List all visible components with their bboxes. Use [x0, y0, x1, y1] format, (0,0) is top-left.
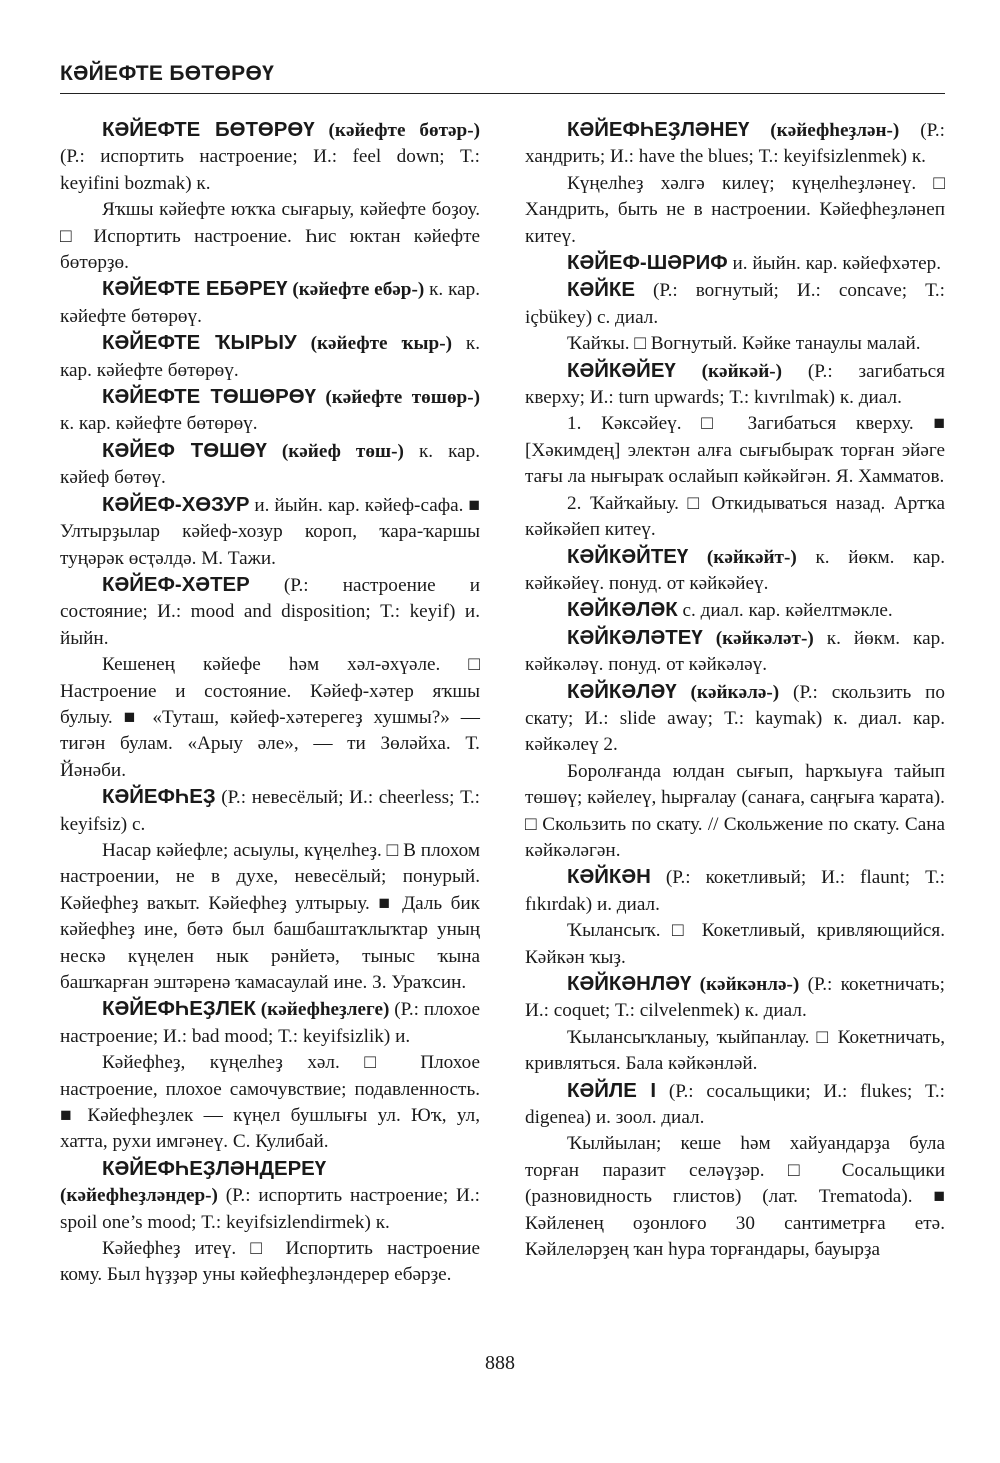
entry-text: З. Ураҡсин. — [367, 972, 467, 993]
headword: КӘЙЕФТЕ ТӨШӨРӨҮ — [102, 386, 316, 409]
entry-text: Ҡылансыҡ. □ Кокетливый, кривляющийся. — [567, 920, 945, 942]
italic-text: к. диал. кар. — [833, 707, 945, 729]
italic-text: с. — [131, 813, 146, 835]
italic-text: к. йөкм. кар. — [826, 627, 945, 649]
entry-text: ■ — [463, 494, 481, 516]
dictionary-entry-paragraph — [525, 277, 945, 331]
italic-text: к. — [196, 172, 211, 194]
entry-text — [703, 628, 716, 649]
dictionary-entry-paragraph — [525, 331, 945, 357]
italic-text: к. кар. — [60, 413, 111, 435]
headword: КӘЙЕФҺЕҘЛЕК — [102, 998, 256, 1021]
dictionary-entry-paragraph — [525, 597, 945, 624]
italic-text: к. диал. — [744, 1000, 807, 1022]
italic-text: к. диал. — [839, 387, 902, 409]
entry-text: (Р.: плохое настроение; И.: bad mood; Т.: keyifsizlik) — [60, 999, 480, 1047]
entry-text: Насар кәйефле; асыулы, күңелһеҙ. □ В плохом настроении, не в духе, невесёлый; понурый. — [60, 839, 480, 888]
italic-text: Кәйеф-хәтер яҡшы булыу. — [60, 680, 480, 728]
entry-text: ). ■ — [901, 1186, 945, 1208]
dictionary-entry-paragraph — [525, 358, 945, 412]
dictionary-entry-paragraph — [525, 918, 945, 971]
headword: КӘЙЕФҺЕҘЛӘНДЕРЕҮ — [102, 1157, 327, 1180]
entry-text — [404, 441, 419, 462]
italic-text: Бала кәйкәнләй. — [625, 1053, 758, 1075]
entry-text — [676, 361, 702, 382]
running-head: КӘЙЕФТЕ БӨТӨРӨҮ — [60, 62, 275, 85]
headword: КӘЙЕФҺЕҘЛӘНЕҮ — [567, 119, 750, 141]
entry-text: Боролғанда юлдан сығып, һарҡыуға тайып төшөү; кәйелеү, һырғалау — [525, 760, 945, 809]
bold-text: кәйкәйеү. — [689, 572, 769, 594]
bold-text: кәйефхәтер. — [842, 253, 942, 275]
italic-text: Кәйке танаулы малай. — [742, 333, 921, 355]
dictionary-entry-paragraph — [60, 438, 480, 492]
dictionary-entry-paragraph — [525, 759, 945, 865]
headword: КӘЙКЕ — [567, 279, 635, 302]
entry-text: (Р.: испортить настроение; И.: spoil one’s mood; Т.: keyifsizlendirmek) — [60, 1185, 480, 1233]
grammar-form: (кәйефте ҡыр-) — [310, 333, 452, 355]
bold-text: 1. — [567, 413, 582, 435]
dictionary-entry-paragraph — [525, 625, 945, 679]
entry-text: С. Кулибай. — [228, 1131, 329, 1153]
entry-text: (Р.: кокетливый; И.: flaunt; Т.: fıkırdak) — [525, 867, 945, 915]
italic-text: (разновидность глистов) — [525, 1186, 742, 1208]
bold-text: кәйеф-сафа. — [364, 494, 464, 516]
headword: КӘЙКӘНЛӘҮ — [567, 973, 692, 995]
italic-text: к. — [911, 146, 926, 168]
italic-text: с. диал. — [596, 306, 659, 328]
headword: КӘЙЕФТЕ ЕБӘРЕҮ — [102, 278, 288, 301]
entry-text: (Р.: вогнутый; И.: concave; Т.: içbükey) — [525, 280, 945, 328]
entry-text: Я. Хамматов. — [830, 466, 945, 488]
italic-text: [Хәкимдең] электән алға сығыбыраҡ торған эйәге тағы ла нығыраҡ ослайып кәйкәйгән. — [525, 439, 945, 488]
entry-text: М. Тажи. — [196, 547, 276, 569]
entry-text — [814, 628, 827, 649]
entry-text: (Р.: испортить настроение; И.: feel down; Т.: keyifini bozmak) — [60, 146, 480, 194]
bold-text: кәйкәләү. — [525, 654, 604, 676]
italic-text: к. кар. — [418, 440, 481, 462]
dictionary-entry-paragraph — [525, 491, 945, 544]
dictionary-entry-paragraph — [60, 1050, 480, 1156]
italic-text: и. йыйн. — [60, 601, 480, 649]
bold-text: кәйеф бөтөү. — [60, 467, 166, 489]
entry-text: (Р.: невесёлый; И.: cheerless; Т.: keyifsiz) — [60, 787, 480, 835]
italic-text: Кәйленең оҙонлоғо 30 сантиметрға етә. Кәйлеләрҙең ҡан һура торғандары, бауырҙа — [525, 1212, 945, 1261]
headword: КӘЙКӘЛӘТЕҮ — [567, 626, 703, 649]
dictionary-entry-paragraph — [525, 1025, 945, 1078]
dictionary-entry-paragraph — [60, 117, 480, 197]
dictionary-entry-paragraph — [60, 1156, 480, 1236]
dictionary-entry-paragraph — [60, 652, 480, 784]
italic-text: и. диал. — [596, 893, 660, 915]
entry-text: Кәйефһеҙ, күңелһеҙ хәл. □ Плохое настроение, плохое самочувствие; подавленность. ■ — [60, 1052, 480, 1127]
italic-text: Ултырҙылар кәйеф-хозур короп, ҡара-ҡаршы туңәрәк өсҭәлдә. — [60, 521, 480, 569]
italic-text: и. йыйн. кар. — [732, 253, 838, 275]
headword: КӘЙЕФТЕ БӨТӨРӨҮ — [102, 119, 315, 141]
italic-text: понуд. от — [608, 572, 685, 594]
dictionary-entry-paragraph — [525, 1131, 945, 1263]
entry-text: (Р.: настроение и состояние; И.: mood and disposition; Т.: keyif) — [60, 574, 480, 623]
dictionary-entry-paragraph — [60, 996, 480, 1050]
entry-text: (Р.: скользить по скату; И.: slide away; Т.: kaymak) — [525, 681, 945, 729]
italic-text: к. кар. — [60, 333, 480, 381]
dictionary-entry-paragraph — [60, 197, 480, 276]
entry-text: (Р.: кокетничать; И.: coquet; Т.: cilvelenmek) — [525, 974, 945, 1022]
headword: КӘЙКӘЛӘҮ — [567, 680, 677, 703]
italic-text: Кәйкән ҡыҙ. — [525, 946, 626, 968]
bold-text: 2. — [567, 492, 582, 514]
entry-text — [749, 120, 770, 141]
italic-text: с. диал. кар. — [682, 600, 781, 622]
page-number: 888 — [485, 1352, 515, 1374]
dictionary-entry-paragraph — [525, 250, 945, 277]
entry-text: Ҡайҡы. □ Вогнутый. — [567, 333, 742, 355]
entry-text: (Р.: загибаться кверху; И.: turn upwards; Т.: kıvrılmak) — [525, 360, 945, 409]
dictionary-entry-paragraph — [60, 838, 480, 996]
entry-text: Күңелһеҙ хәлгә килеү; күңелһеҙләнеү. □ Хандрить, быть не в настроении. — [525, 172, 945, 221]
entry-text: (Р.: хандрить; И.: have the blues; Т.: keyifsizlenmek) — [525, 120, 945, 168]
entry-text: Кәксәйеү. □ Загибаться кверху. ■ — [581, 413, 945, 435]
italic-text: Сана кәйкәләгән. — [525, 813, 945, 861]
italic-text: (санаға, саңғыға ҡарата). — [741, 787, 945, 809]
italic-text: и. йыйн. кар. — [254, 494, 360, 516]
left-column — [60, 117, 480, 1289]
headword: КӘЙКӘЙЕҮ — [567, 359, 676, 382]
italic-text: Trematoda — [818, 1186, 902, 1208]
entry-text: ■ — [369, 892, 403, 914]
grammar-form: (кәйкәнлә-) — [699, 974, 800, 995]
italic-text: к. йөкм. кар. — [815, 546, 946, 568]
grammar-form: (кәйкәлә-) — [690, 681, 780, 703]
dictionary-entry-paragraph — [60, 572, 480, 652]
dictionary-entry-paragraph — [60, 384, 480, 438]
italic-text: «Туташ, кәйеф-хәтерегеҙ хушмы?» — тигән булам. «Арыу әле», — ти Зөләйха. — [60, 706, 480, 755]
italic-text: к. — [375, 1211, 390, 1233]
entry-text — [797, 547, 816, 568]
grammar-form: (кәйефһеҙлән-) — [770, 120, 900, 141]
entry-text: (лат. — [741, 1186, 819, 1208]
italic-text: кому. Был һүҙҙәр уны кәйефһеҙләндерер ебәрҙе. — [60, 1264, 452, 1286]
bold-text: кәйкәлеү 2. — [525, 734, 618, 756]
grammar-form: (кәйкәй-) — [701, 360, 783, 382]
dictionary-entry-paragraph — [525, 117, 945, 171]
headword: КӘЙЕФҺЕҘ — [102, 786, 216, 809]
entry-text: Кәйефһеҙ итеү. □ Испортить настроение — [102, 1238, 480, 1260]
dictionary-entry-paragraph — [60, 276, 480, 330]
grammar-form: (кәйефһеҙлеге) — [260, 999, 390, 1021]
bold-text: кәйкәләү. — [688, 654, 768, 676]
italic-text: Кәйефһеҙ ваҡыт. Кәйефһеҙ ултырыу. — [60, 892, 370, 914]
entry-text — [316, 387, 325, 408]
grammar-form: (кәйефһеҙләндер-) — [60, 1185, 218, 1207]
dictionary-entry-paragraph — [525, 864, 945, 918]
entry-text — [452, 333, 466, 354]
dictionary-entry-paragraph — [525, 171, 945, 250]
headword: КӘЙЛЕ I — [567, 1079, 657, 1102]
entry-text: Ҡылансыҡланыу, ҡыйпанлау. □ Кокетничать, кривляться. — [525, 1026, 945, 1075]
entry-text — [677, 682, 691, 703]
italic-text: Артҡа кәйкәйеп китеү. — [525, 492, 945, 541]
dictionary-entry-paragraph — [525, 971, 945, 1025]
entry-text — [688, 547, 707, 568]
entry-text: Т. Йәнәби. — [60, 733, 480, 781]
headword: КӘЙЕФ-ХӨЗУР — [102, 493, 250, 516]
entry-text — [267, 441, 282, 462]
grammar-form: (кәйефте ебәр-) — [292, 279, 425, 301]
right-column — [525, 117, 945, 1263]
bold-text: кәйефте бөтөрөү. — [115, 413, 258, 435]
dictionary-entry-paragraph — [525, 679, 945, 759]
headword: КӘЙЕФ ТӨШӨҮ — [102, 439, 267, 462]
bold-text: кәйефте бөтөрөү. — [60, 305, 202, 327]
grammar-form: (кәйефте төшөр-) — [325, 387, 480, 409]
italic-text: Һис юктан кәйефте бөтөрҙө. — [60, 225, 480, 274]
italic-text: Кәйефһеҙлек — күңел бушлығы ул. Юҡ, ул, хатта, рухи имгәнеү. — [60, 1105, 480, 1153]
italic-text: к. кар. — [429, 279, 481, 301]
entry-text: (Р.: сосальщики; И.: flukes; Т.: digenea) — [525, 1080, 945, 1129]
dictionary-entry-paragraph — [525, 411, 945, 490]
entry-text: ■ — [112, 706, 153, 728]
headword: КӘЙКӘЙТЕҮ — [567, 545, 689, 568]
dictionary-entry-paragraph — [525, 544, 945, 598]
headword: КӘЙКӘЛӘК — [567, 599, 678, 622]
dictionary-entry-paragraph — [60, 492, 480, 572]
headword: КӘЙЕФ-ШӘРИФ — [567, 252, 728, 275]
entry-text: Ҡайҡайыу. □ Откидываться назад. — [581, 492, 894, 514]
entry-text: Ҡылйылан; кеше һәм хайуандарҙа була торған паразит селәүҙәр. □ Сосальщики — [525, 1133, 945, 1181]
entry-text — [315, 120, 329, 141]
bold-text: кәйкәйеү. — [525, 572, 605, 594]
grammar-form: (кәйеф төш-) — [281, 440, 404, 462]
entry-text — [297, 333, 311, 354]
entry-text: □ Скользить по скату. // Скольжение по скату. — [525, 813, 905, 835]
grammar-form: (кәйкәйт-) — [706, 546, 797, 568]
italic-text: Даль бик кәйефһеҙ ине, бөтә был башбаштаҡлыҡтар уның нескә күңелен нык рәнйетә, тыныс ҡына башҡарған эштәренә ҡамасаулай ине. — [60, 892, 481, 993]
grammar-form: (кәйефте бөтәр-) — [328, 120, 480, 141]
bold-text: кәйелтмәкле. — [785, 600, 893, 622]
dictionary-entry-paragraph — [60, 1236, 480, 1289]
italic-text: и. зоол. диал. — [595, 1107, 705, 1129]
italic-text: понуд. от — [608, 654, 684, 676]
dictionary-entry-paragraph — [60, 784, 480, 838]
italic-text: и. — [395, 1025, 411, 1047]
entry-text — [691, 974, 699, 995]
headword: КӘЙКӘН — [567, 866, 651, 889]
header-rule — [60, 93, 945, 94]
dictionary-entry-paragraph — [525, 1078, 945, 1132]
italic-text: Кәйефһеҙләнеп китеү. — [525, 199, 945, 247]
entry-text: Яҡшы кәйефте юҡҡа сығарыу, кәйефте боҙоу. □ Испортить настроение. — [60, 199, 480, 247]
entry-text: Кешенең кәйефе һәм хәл-әхүәле. □ Настроение и состояние. — [60, 654, 480, 702]
bold-text: кәйефте бөтөрөү. — [96, 359, 239, 381]
headword: КӘЙЕФТЕ ҠЫРЫУ — [102, 332, 297, 355]
dictionary-entry-paragraph — [60, 330, 480, 384]
headword: КӘЙЕФ-ХӘТЕР — [102, 573, 250, 596]
grammar-form: (кәйкәләт-) — [715, 627, 814, 649]
